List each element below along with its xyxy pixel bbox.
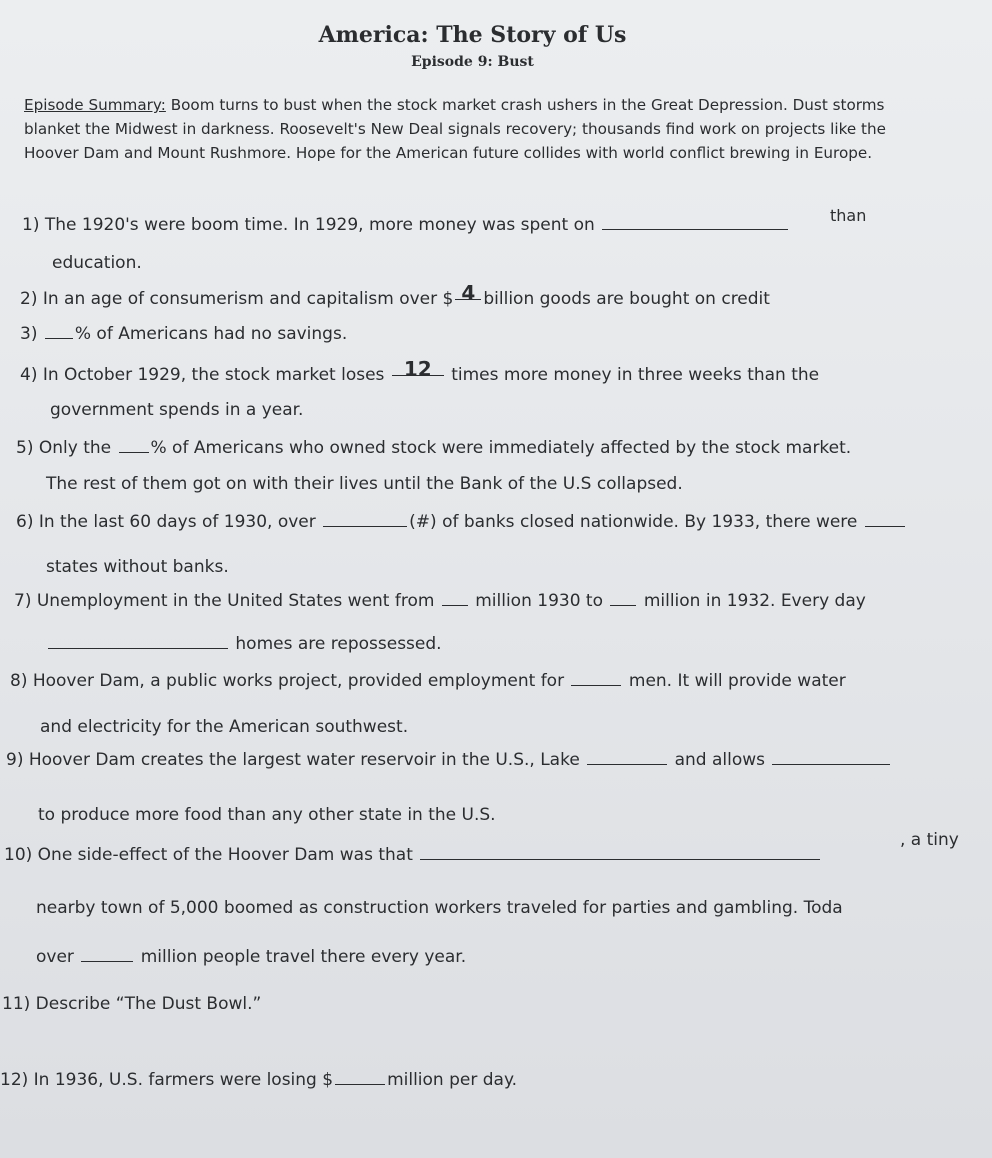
page-title: America: The Story of Us [318,22,627,48]
question-1-text: 1) The 1920's were boom time. In 1929, more money was spent on [22,215,595,235]
question-10-line-1 [4,845,822,865]
question-8-text: 8) Hoover Dam, a public works project, provided employment for [10,671,565,691]
question-4-handwritten-answer: 12 [403,357,432,381]
question-10-text-end: million people travel there every year. [140,947,467,967]
question-5-line-1 [16,438,851,458]
question-6-line-2: states without banks. [46,557,229,577]
question-11-answer-area[interactable] [40,1020,940,1060]
question-6-text-mid: (#) of banks closed nationwide. By 1933, there were [409,512,858,532]
question-12-blank[interactable] [335,1070,385,1085]
question-5-text-end: % of Americans who owned stock were immediately affected by the stock market. [150,438,852,458]
question-6-blank-1[interactable] [323,512,407,527]
question-9-text: 9) Hoover Dam creates the largest water reservoir in the U.S., Lake [6,750,580,770]
question-5-blank[interactable] [119,438,149,453]
question-7-line-2 [46,634,442,654]
question-6-text: 6) In the last 60 days of 1930, over [16,512,316,532]
question-2 [20,281,770,309]
question-7-text: 7) Unemployment in the United States went from [14,591,435,611]
question-4-line-1 [20,357,820,385]
question-1-blank[interactable] [602,215,788,230]
question-12-text: 12) In 1936, U.S. farmers were losing $ [0,1070,334,1090]
question-5-text: 5) Only the [16,438,112,458]
question-9-line-2: to produce more food than any other state in the U.S. [38,805,496,825]
question-3-blank[interactable] [45,324,73,339]
question-9-text-mid: and allows [674,750,766,770]
question-8-line-1 [10,671,846,691]
question-1-than: than [830,206,867,225]
question-9-blank-1[interactable] [587,750,667,765]
question-10-line-2: nearby town of 5,000 boomed as construction workers traveled for parties and gambling. Toda [36,898,843,918]
question-6-line-1 [16,512,907,532]
question-10-text: 10) One side-effect of the Hoover Dam was that [4,845,413,865]
question-1-line-1 [22,215,790,235]
question-6-blank-2[interactable] [865,512,905,527]
question-5-line-2: The rest of them got on with their lives until the Bank of the U.S collapsed. [46,474,683,494]
question-3-text: % of Americans had no savings. [74,324,348,344]
question-2-text-end: billion goods are bought on credit [483,289,770,309]
summary-text: Boom turns to bust when the stock market crash ushers in the Great Depression. Dust storms blanket the Midwest in darkness. Roosevelt's New Deal signals recovery; thousands find work on projects like the Hoover Dam and Mount Rushmore. Hope for the American future collides with world conflict brewing in Europe. [24,96,886,162]
summary-label: Episode Summary: [24,96,166,114]
question-4-text-end: times more money in three weeks than the [451,365,820,385]
question-2-blank[interactable] [455,281,481,305]
question-10-a-tiny: , a tiny [900,830,959,850]
question-11: 11) Describe “The Dust Bowl.” [2,994,262,1014]
question-8-line-2: and electricity for the American southwest. [40,717,409,737]
question-7-blank-1[interactable] [442,591,468,606]
question-3 [20,324,347,344]
question-7-text-homes: homes are repossessed. [235,634,442,654]
question-2-handwritten-answer: 4 [461,281,476,305]
question-8-blank[interactable] [571,671,621,686]
question-9-blank-2[interactable] [772,750,890,765]
question-12 [0,1070,517,1090]
question-2-text: 2) In an age of consumerism and capitalism over $ [20,289,454,309]
question-3-number: 3) [20,324,38,344]
question-1-line-2: education. [52,253,142,273]
question-8-text-end: men. It will provide water [628,671,846,691]
question-10-blank-1[interactable] [420,845,820,860]
question-10-text-over: over [36,947,74,967]
question-4-line-2: government spends in a year. [50,400,304,420]
question-10-blank-2[interactable] [81,947,133,962]
question-4-text: 4) In October 1929, the stock market loses [20,365,385,385]
question-12-text-end: million per day. [387,1070,518,1090]
question-4-blank[interactable] [392,357,444,381]
question-7-text-end: million in 1932. Every day [643,591,866,611]
question-10-line-3 [36,947,466,967]
question-7-blank-3[interactable] [48,634,228,649]
question-7-text-mid: million 1930 to [475,591,603,611]
episode-subtitle: Episode 9: Bust [411,54,534,70]
episode-summary [24,93,904,165]
question-7-blank-2[interactable] [610,591,636,606]
question-9-line-1 [6,750,892,770]
question-7-line-1 [14,591,866,611]
